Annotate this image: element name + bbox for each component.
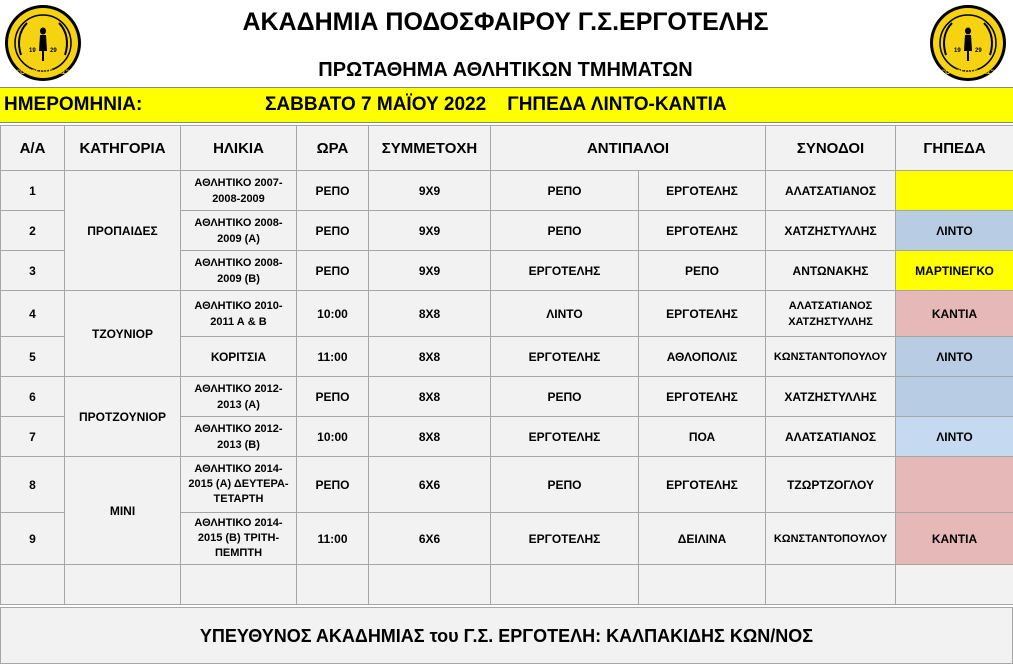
row-number: 4	[1, 291, 65, 337]
table-row	[1, 291, 1013, 337]
age-cell: ΑΘΛΗΤΙΚΟ 2012-2013 (Α)	[181, 377, 297, 417]
escort-cell: ΚΩΝΣΤΑΝΤΟΠΟΥΛΟΥ	[766, 513, 896, 565]
opponent-home-cell: ΕΡΓΟΤΕΛΗΣ	[491, 337, 639, 377]
date-label: ΗΜΕΡΟΜΗΝΙΑ:	[4, 94, 143, 115]
age-cell: ΑΘΛΗΤΙΚΟ 2008-2009 (Α)	[181, 211, 297, 251]
opponent-home-cell: ΡΕΠΟ	[491, 211, 639, 251]
category-cell: ΜΙΝΙ	[65, 457, 181, 565]
category-cell: ΠΡΟΤΖΟΥΝΙΟΡ	[65, 377, 181, 457]
column-header: ΑΝΤΙΠΑΛΟΙ	[491, 126, 766, 171]
time-cell: 10:00	[297, 291, 369, 337]
column-header: ΗΛΙΚΙΑ	[181, 126, 297, 171]
age-cell: ΑΘΛΗΤΙΚΟ 2010-2011 Α & Β	[181, 291, 297, 337]
opponent-home-cell: ΛΙΝΤΟ	[491, 291, 639, 337]
table-header-row	[1, 126, 1013, 171]
field-cell: ΛΙΝΤΟ	[896, 337, 1013, 377]
field-cell	[896, 171, 1013, 211]
row-number: 7	[1, 417, 65, 457]
escort-cell: ΧΑΤΖΗΣΤΥΛΛΗΣ	[766, 211, 896, 251]
escort-cell: ΧΑΤΖΗΣΤΥΛΛΗΣ	[766, 377, 896, 417]
escort-cell: ΑΛΑΤΣΑΤΙΑΝΟΣ	[766, 171, 896, 211]
row-number: 5	[1, 337, 65, 377]
opponent-home-cell: ΕΡΓΟΤΕΛΗΣ	[491, 417, 639, 457]
row-number: 8	[1, 457, 65, 513]
opponent-away-cell: ΔΕΙΛΙΝΑ	[639, 513, 766, 565]
opponent-away-cell: ΕΡΓΟΤΕΛΗΣ	[639, 171, 766, 211]
time-cell: ΡΕΠΟ	[297, 171, 369, 211]
time-cell: ΡΕΠΟ	[297, 457, 369, 513]
schedule-table	[0, 125, 1013, 605]
svg-text:"Ο ΕΡΓΟΤΕΛΗΣ": "Ο ΕΡΓΟΤΕΛΗΣ"	[942, 69, 994, 76]
age-cell: ΑΘΛΗΤΙΚΟ 2014-2015 (Β) ΤΡΙΤΗ-ΠΕΜΠΤΗ	[181, 513, 297, 565]
time-cell: ΡΕΠΟ	[297, 251, 369, 291]
format-cell: 9Χ9	[369, 171, 491, 211]
opponent-away-cell: ΕΡΓΟΤΕΛΗΣ	[639, 211, 766, 251]
format-cell: 8Χ8	[369, 377, 491, 417]
category-cell: ΤΖΟΥΝΙΟΡ	[65, 291, 181, 377]
field-cell	[896, 457, 1013, 513]
opponent-home-cell: ΡΕΠΟ	[491, 171, 639, 211]
age-cell: ΑΘΛΗΤΙΚΟ 2008-2009 (Β)	[181, 251, 297, 291]
time-cell: ΡΕΠΟ	[297, 211, 369, 251]
field-cell	[896, 377, 1013, 417]
time-cell: 11:00	[297, 513, 369, 565]
age-cell: ΚΟΡΙΤΣΙΑ	[181, 337, 297, 377]
field-cell: ΜΑΡΤΙΝΕΓΚΟ	[896, 251, 1013, 291]
escort-cell: ΑΛΑΤΣΑΤΙΑΝΟΣ	[766, 417, 896, 457]
row-number: 3	[1, 251, 65, 291]
date-value: ΣΑΒΒΑΤΟ 7 ΜΑΪΟΥ 2022 ΓΗΠΕΔΑ ΛΙΝΤΟ-ΚΑΝΤΙΑ	[265, 94, 727, 115]
svg-text:"Ο ΕΡΓΟΤΕΛΗΣ": "Ο ΕΡΓΟΤΕΛΗΣ"	[17, 69, 69, 76]
table-row	[1, 457, 1013, 513]
row-number: 1	[1, 171, 65, 211]
time-cell: ΡΕΠΟ	[297, 377, 369, 417]
field-cell: ΛΙΝΤΟ	[896, 211, 1013, 251]
escort-cell: ΑΝΤΩΝΑΚΗΣ	[766, 251, 896, 291]
table-row	[1, 171, 1013, 211]
row-number: 6	[1, 377, 65, 417]
format-cell: 8Χ8	[369, 417, 491, 457]
svg-text:29: 29	[50, 48, 57, 54]
category-cell: ΠΡΟΠΑΙΔΕΣ	[65, 171, 181, 291]
column-header: ΣΥΜΜΕΤΟΧΗ	[369, 126, 491, 171]
time-cell: 11:00	[297, 337, 369, 377]
svg-text:19: 19	[29, 48, 36, 54]
opponent-home-cell: ΡΕΠΟ	[491, 457, 639, 513]
escort-cell: ΑΛΑΤΣΑΤΙΑΝΟΣ ΧΑΤΖΗΣΤΥΛΛΗΣ	[766, 291, 896, 337]
format-cell: 9Χ9	[369, 211, 491, 251]
field-cell: ΛΙΝΤΟ	[896, 417, 1013, 457]
club-crest-logo-left	[3, 3, 83, 83]
format-cell: 8Χ8	[369, 291, 491, 337]
club-crest-logo-right	[928, 3, 1008, 83]
row-number: 2	[1, 211, 65, 251]
column-header: ΚΑΤΗΓΟΡΙΑ	[65, 126, 181, 171]
column-header: ΩΡΑ	[297, 126, 369, 171]
opponent-away-cell: ΕΡΓΟΤΕΛΗΣ	[639, 291, 766, 337]
field-cell: ΚΑΝΤΙΑ	[896, 513, 1013, 565]
opponent-away-cell: ΡΕΠΟ	[639, 251, 766, 291]
field-cell: ΚΑΝΤΙΑ	[896, 291, 1013, 337]
opponent-away-cell: ΠΟΑ	[639, 417, 766, 457]
age-cell: ΑΘΛΗΤΙΚΟ 2012-2013 (Β)	[181, 417, 297, 457]
format-cell: 6Χ6	[369, 513, 491, 565]
empty-row	[1, 565, 1013, 605]
academy-manager-footer: ΥΠΕΥΘΥΝΟΣ ΑΚΑΔΗΜΙΑΣ του Γ.Σ. ΕΡΓΟΤΕΛΗ: ΚΑΛΠΑΚΙΔΗΣ ΚΩΝ/ΝΟΣ	[0, 607, 1013, 664]
opponent-away-cell: ΕΡΓΟΤΕΛΗΣ	[639, 457, 766, 513]
age-cell: ΑΘΛΗΤΙΚΟ 2014-2015 (Α) ΔΕΥΤΕΡΑ-ΤΕΤΑΡΤΗ	[181, 457, 297, 513]
opponent-home-cell: ΡΕΠΟ	[491, 377, 639, 417]
table-row	[1, 377, 1013, 417]
column-header: ΣΥΝΟΔΟΙ	[766, 126, 896, 171]
column-header: Α/Α	[1, 126, 65, 171]
column-header: ΓΗΠΕΔΑ	[896, 126, 1013, 171]
svg-text:19: 19	[954, 48, 961, 54]
opponent-home-cell: ΕΡΓΟΤΕΛΗΣ	[491, 251, 639, 291]
date-band	[0, 87, 1013, 123]
time-cell: 10:00	[297, 417, 369, 457]
row-number: 9	[1, 513, 65, 565]
format-cell: 8Χ8	[369, 337, 491, 377]
page-subtitle: ΠΡΩΤΑΘΗΜΑ ΑΘΛΗΤΙΚΩΝ ΤΜΗΜΑΤΩΝ	[318, 59, 693, 81]
format-cell: 6Χ6	[369, 457, 491, 513]
opponent-home-cell: ΕΡΓΟΤΕΛΗΣ	[491, 513, 639, 565]
opponent-away-cell: ΕΡΓΟΤΕΛΗΣ	[639, 377, 766, 417]
age-cell: ΑΘΛΗΤΙΚΟ 2007-2008-2009	[181, 171, 297, 211]
escort-cell: ΚΩΝΣΤΑΝΤΟΠΟΥΛΟΥ	[766, 337, 896, 377]
format-cell: 9Χ9	[369, 251, 491, 291]
page-title: ΑΚΑΔΗΜΙΑ ΠΟΔΟΣΦΑΙΡΟΥ Γ.Σ.ΕΡΓΟΤΕΛΗΣ	[242, 8, 769, 36]
svg-text:29: 29	[975, 48, 982, 54]
opponent-away-cell: ΑΘΛΟΠΟΛΙΣ	[639, 337, 766, 377]
escort-cell: ΤΖΩΡΤΖΟΓΛΟΥ	[766, 457, 896, 513]
